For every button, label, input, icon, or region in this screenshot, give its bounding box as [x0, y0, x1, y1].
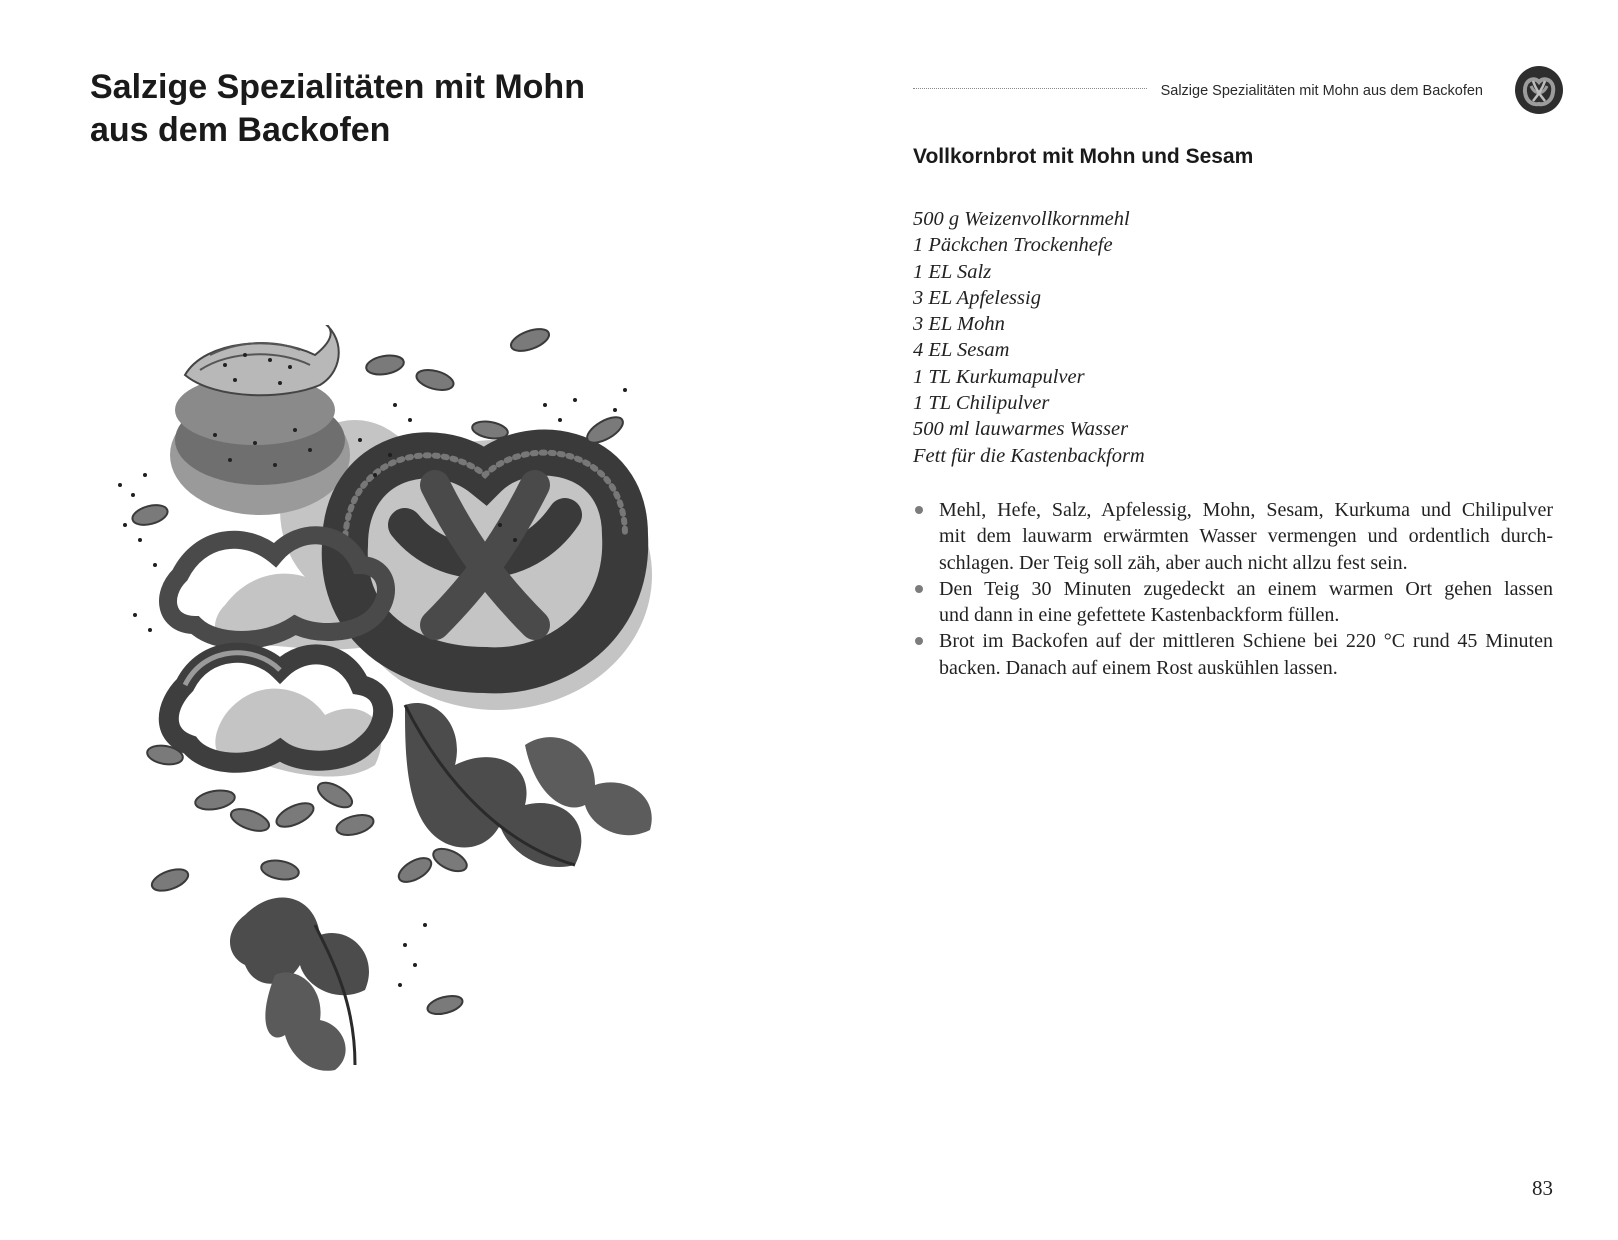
ingredient-item: 500 ml lauwarmes Wasser: [913, 418, 1129, 441]
instruction-line: und dann in eine gefettete Kastenbackform füllen.: [939, 604, 1340, 627]
ingredient-item: 1 TL Kurkumapulver: [913, 365, 1085, 388]
chapter-title: [90, 66, 710, 152]
dotted-leader: [913, 88, 1147, 89]
bullet-icon: [915, 506, 923, 514]
ingredient-item: 3 EL Mohn: [913, 313, 1005, 336]
instruction-list: [913, 497, 1553, 681]
ingredient-item: 1 EL Salz: [913, 260, 992, 283]
running-head-text: Salzige Spezialitäten mit Mohn aus dem Backofen: [1160, 83, 1483, 99]
instruction-line: backen. Danach auf einem Rost auskühlen lassen.: [939, 656, 1338, 679]
ingredient-item: 1 TL Chilipulver: [913, 392, 1050, 415]
page-number: 83: [1532, 1176, 1553, 1200]
chapter-title-line-2: aus dem Backofen: [90, 111, 391, 149]
instruction-step: [913, 628, 1553, 681]
chapter-title-line-1: Salzige Spezialitäten mit Mohn: [90, 68, 585, 106]
ingredient-item: 1 Päckchen Trockenhefe: [913, 234, 1113, 257]
bullet-icon: [915, 637, 923, 645]
poppy-bun-drawing: [170, 325, 350, 515]
instruction-step: [913, 576, 1553, 629]
ingredient-item: Fett für die Kastenbackform: [913, 444, 1145, 467]
ingredient-item: 500 g Weizenvollkornmehl: [913, 208, 1130, 230]
food-illustration: [105, 325, 720, 1090]
pretzel-icon: [1512, 64, 1566, 116]
instruction-line: Den Teig 30 Minuten zugedeckt an einem warmen Ort gehen lassen: [939, 577, 1553, 600]
running-head: [913, 80, 1483, 102]
right-page: [809, 0, 1618, 1240]
bullet-icon: [915, 585, 923, 593]
instruction-line: schlagen. Der Teig soll zäh, aber auch nicht allzu fest sein.: [939, 551, 1408, 574]
recipe-title: Vollkornbrot mit Mohn und Sesam: [913, 145, 1254, 168]
instruction-line: Brot im Backofen auf der mittleren Schiene bei 220 °C rund 45 Minuten: [939, 630, 1553, 653]
instruction-line: mit dem lauwarm erwärmten Wasser vermengen und ordentlich durch-: [939, 525, 1553, 548]
ingredient-list: [913, 206, 1145, 469]
instruction-line: Mehl, Hefe, Salz, Apfelessig, Mohn, Sesam, Kurkuma und Chilipulver: [939, 499, 1553, 521]
ingredient-item: 4 EL Sesam: [913, 339, 1010, 362]
ingredient-item: 3 EL Apfelessig: [913, 286, 1041, 309]
instruction-step: [913, 497, 1553, 576]
